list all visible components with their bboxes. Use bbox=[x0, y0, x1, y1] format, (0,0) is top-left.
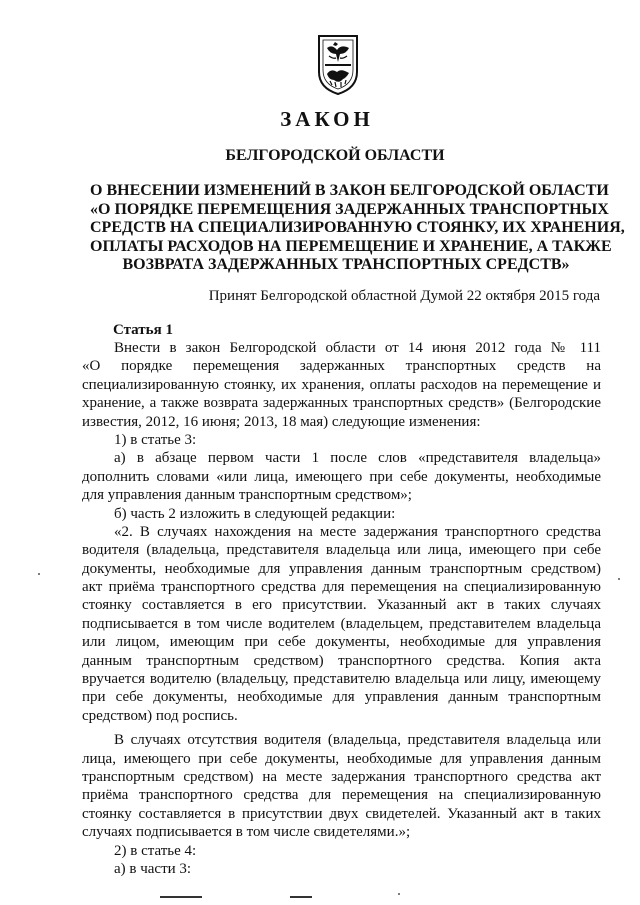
coat-of-arms-emblem bbox=[313, 32, 363, 97]
scan-speck bbox=[38, 573, 40, 575]
body-line: транспортным средством) на месте задержания транспортного средства акт bbox=[82, 768, 601, 785]
article-heading: Статья 1 bbox=[113, 322, 173, 338]
body-line: 2) в статье 4: bbox=[114, 842, 197, 859]
body-line: акт приёма транспортного средства для перемещения на специализированную bbox=[82, 579, 601, 596]
law-title bbox=[90, 182, 625, 275]
body-line: стоянку составляется в его присутствии. Указанный акт в таких случаях bbox=[82, 597, 601, 614]
body-line: а) в части 3: bbox=[114, 860, 192, 877]
body-line: документы, необходимые для управления данным транспортным средством) bbox=[82, 560, 601, 577]
footer-mark bbox=[160, 896, 202, 898]
law-title-line: ОПЛАТЫ РАСХОДОВ НА ПЕРЕМЕЩЕНИЕ И ХРАНЕНИЕ, А ТАКЖЕ bbox=[90, 237, 612, 255]
body-line: дополнить словами «или лица, имеющего при себе документы, необходимые bbox=[82, 468, 601, 485]
body-line: при себе документы, необходимые для управления данным транспортным bbox=[82, 689, 601, 706]
law-title-line: ВОЗВРАТА ЗАДЕРЖАННЫХ ТРАНСПОРТНЫХ СРЕДСТВ» bbox=[122, 256, 570, 273]
law-title-line: СРЕДСТВ НА СПЕЦИАЛИЗИРОВАННУЮ СТОЯНКУ, ИХ ХРАНЕНИЯ, bbox=[90, 219, 625, 236]
body-line: для управления данным транспортным средством»; bbox=[82, 487, 412, 504]
article-body bbox=[82, 339, 601, 878]
body-line: лица, имеющего при себе документы, необходимые для управления данным bbox=[82, 750, 601, 767]
body-line: водителя (владельца, представителя владельца или лица, имеющего при себе bbox=[82, 542, 601, 559]
body-line: случаях подписывается в том числе свидетелями.»; bbox=[82, 824, 411, 841]
body-line: вручается водителю (владельцу, представителю владельца или лицу, имеющему bbox=[82, 671, 601, 688]
law-title-line: «О ПОРЯДКЕ ПЕРЕМЕЩЕНИЯ ЗАДЕРЖАННЫХ ТРАНСПОРТНЫХ bbox=[90, 200, 609, 218]
body-line: 1) в статье 3: bbox=[114, 431, 197, 448]
adoption-statement: Принят Белгородской областной Думой 22 октября 2015 года bbox=[208, 288, 600, 304]
body-line: или лицом, имеющим при себе документы, необходимые для управления bbox=[82, 634, 601, 651]
body-line: б) часть 2 изложить в следующей редакции: bbox=[114, 505, 396, 522]
body-line: а) в абзаце первом части 1 после слов «представителя владельца» bbox=[114, 450, 601, 467]
body-line: известия, 2012, 16 июня; 2013, 18 мая) следующие изменения: bbox=[82, 413, 481, 430]
body-line: «2. В случаях нахождения на месте задержания транспортного средства bbox=[114, 523, 601, 540]
body-line: подписывается в том числе водителем (владельцем, представителем владельца bbox=[82, 615, 601, 632]
body-line: средством) под роспись. bbox=[82, 707, 238, 724]
body-line: хранение, а также возврата задержанных транспортных средств» (Белгородские bbox=[82, 395, 601, 412]
footer-mark bbox=[290, 896, 312, 898]
body-line: специализированную стоянку, их хранения, оплаты расходов на перемещение и bbox=[82, 376, 601, 393]
region-heading: БЕЛГОРОДСКОЙ ОБЛАСТИ bbox=[225, 147, 445, 164]
scan-speck bbox=[398, 893, 400, 895]
body-line: Внести в закон Белгородской области от 14 июня 2012 года № 111 bbox=[114, 340, 601, 356]
body-line: приёма транспортного средства для перемещения на специализированную bbox=[82, 787, 601, 804]
body-line: данным транспортным средством) транспортного средства. Копия акта bbox=[82, 652, 601, 669]
coat-of-arms-icon bbox=[313, 32, 363, 97]
body-line: В случаях отсутствия водителя (владельца, представителя владельца или bbox=[114, 732, 601, 749]
scan-speck bbox=[618, 578, 620, 580]
law-title-line: О ВНЕСЕНИИ ИЗМЕНЕНИЙ В ЗАКОН БЕЛГОРОДСКОЙ ОБЛАСТИ bbox=[90, 182, 609, 199]
body-line: стоянку составляется в присутствии двух свидетелей. Указанный акт в таких bbox=[82, 805, 601, 822]
document-type: ЗАКОН bbox=[280, 107, 374, 131]
body-line: «О порядке перемещения задержанных транспортных средств на bbox=[82, 358, 601, 375]
